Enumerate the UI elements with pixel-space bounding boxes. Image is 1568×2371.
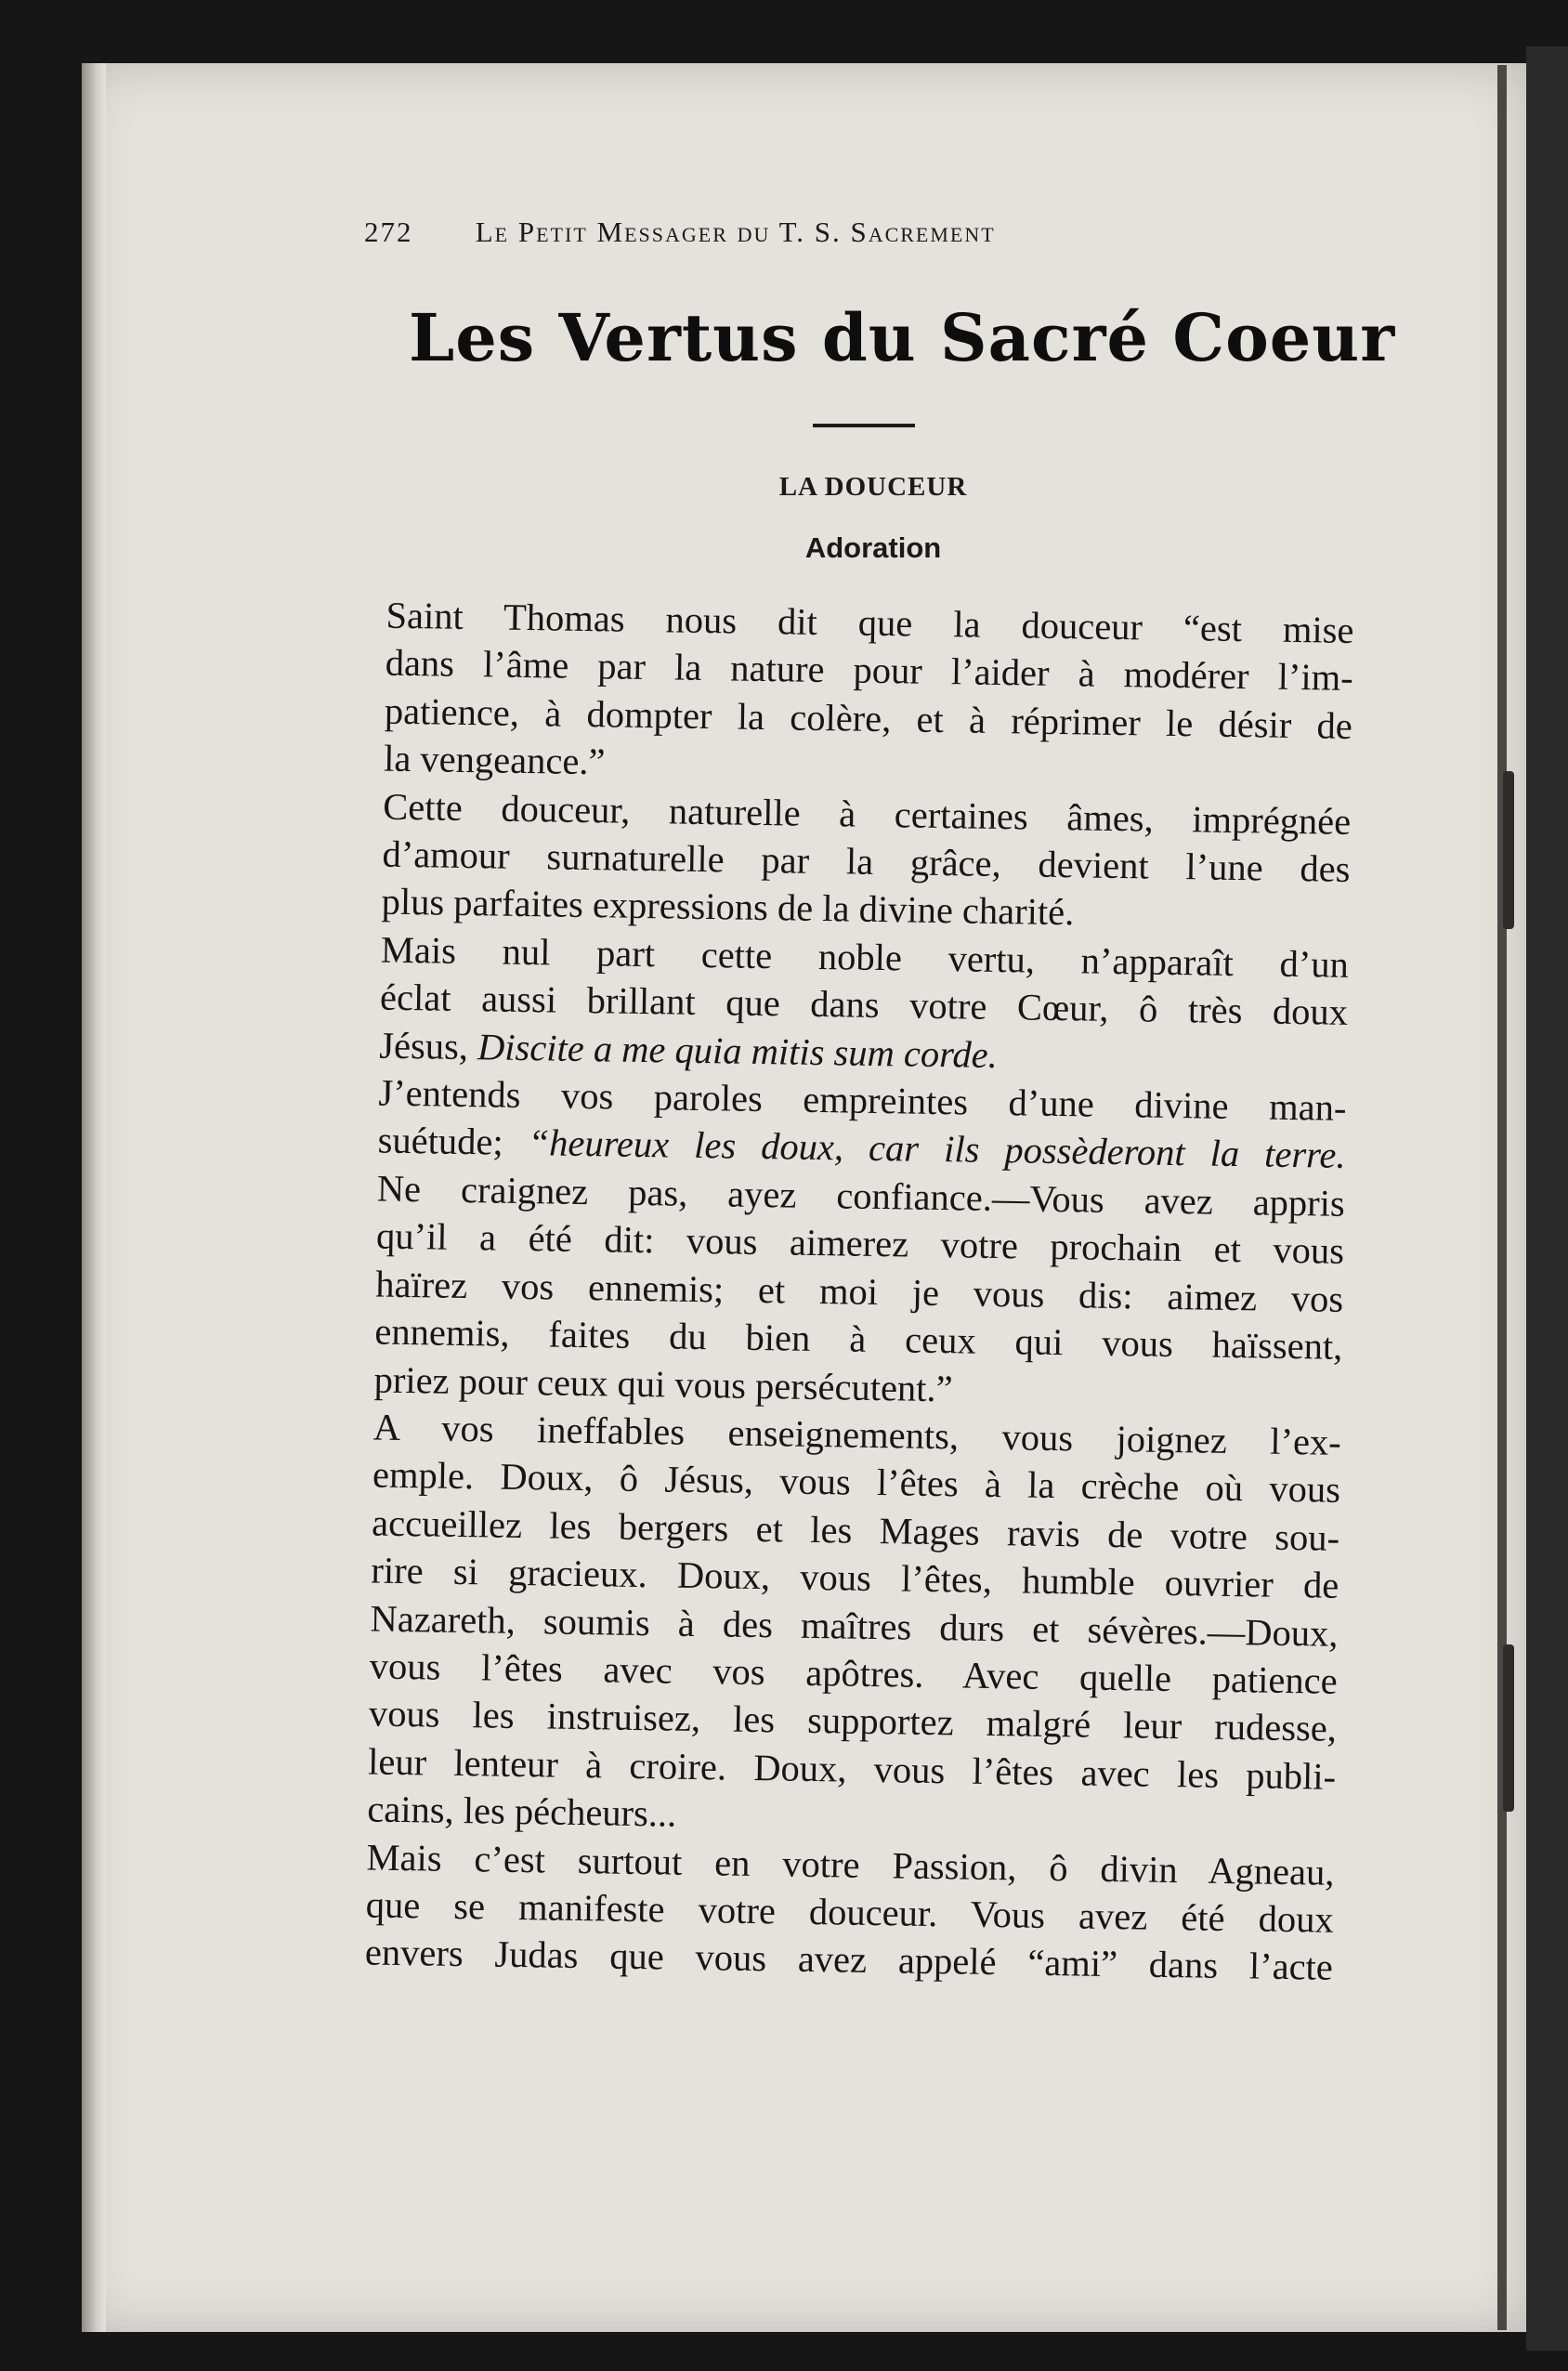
binding-clip-upper xyxy=(1503,771,1514,929)
text-line: que se manifeste votre douceur. Vous avez été doux xyxy=(365,1883,1335,1941)
article-title: Les Vertus du Sacré Coeur xyxy=(409,299,1396,376)
text-line: vous l’êtes avec vos apôtres. Avec quelle patience xyxy=(369,1644,1339,1702)
text-line: J’entends vos paroles empreintes d’une divine man- xyxy=(378,1071,1347,1129)
text-line: haïrez vos ennemis; et moi je vous dis: aimez vos xyxy=(374,1263,1344,1320)
text-line: priez pour ceux qui vous persécutent.” xyxy=(373,1358,953,1409)
title-rule xyxy=(813,424,915,427)
text-line: rire si gracieux. Doux, vous l’êtes, humble ouvrier de xyxy=(371,1549,1339,1606)
binding-spine xyxy=(1497,65,1507,2330)
text-line: éclat aussi brillant que dans votre Cœur, ô très doux xyxy=(379,976,1349,1034)
text-line: A vos ineffables enseignements, vous joignez l’ex- xyxy=(372,1406,1342,1463)
paragraph-3 xyxy=(342,925,1349,1084)
text-line: Cette douceur, naturelle à certaines âmes, imprégnée xyxy=(383,785,1352,843)
page-gutter-shadow xyxy=(82,63,106,2332)
text-line: ennemis, faites du bien à ceux qui vous haïssent, xyxy=(374,1310,1343,1368)
running-header xyxy=(364,216,1219,249)
article-body xyxy=(328,591,1354,1992)
text-line: d’amour surnaturelle par la grâce, devient l’une des xyxy=(382,832,1351,890)
text-line: emple. Doux, ô Jésus, vous l’êtes à la crèche où vous xyxy=(372,1453,1341,1512)
text-line: Saint Thomas nous dit que la douceur “est mise xyxy=(385,594,1354,651)
binding-clip-lower xyxy=(1503,1644,1514,1812)
paragraph-2 xyxy=(344,782,1351,941)
section-heading: LA DOUCEUR xyxy=(778,472,968,502)
beatitude-quote: “heureux les doux, car ils possèderont la terre. xyxy=(528,1121,1346,1177)
paragraph-6 xyxy=(328,1832,1335,1991)
text-line: cains, les pécheurs... xyxy=(367,1788,677,1835)
text-line: accueillez les bergers et les Mages ravis de votre sou- xyxy=(371,1501,1340,1559)
text-line: Mais c’est surtout en votre Passion, ô divin Agneau, xyxy=(366,1836,1335,1893)
text-line: qu’il a été dit: vous aimerez votre prochain et vous xyxy=(375,1214,1345,1273)
adjacent-page-edge xyxy=(1526,46,1568,2351)
paragraph-1 xyxy=(346,591,1354,798)
text-line: la vengeance.” xyxy=(383,737,606,783)
page-number: 272 xyxy=(364,216,413,248)
text-line: leur lenteur à croire. Doux, vous l’êtes avec les publi- xyxy=(367,1740,1337,1798)
text-line: Nazareth, soumis à des maîtres durs et sévères.—Doux, xyxy=(370,1597,1339,1655)
subsection-heading: Adoration xyxy=(804,531,942,564)
latin-quote: Discite a me quia mitis sum corde. xyxy=(477,1025,999,1076)
text-line: plus parfaites expressions de la divine charité. xyxy=(381,881,1075,934)
text-segment: suétude; xyxy=(377,1120,529,1164)
text-line: Mais nul part cette noble vertu, n’apparaît d’un xyxy=(380,928,1350,986)
paragraph-4 xyxy=(336,1068,1347,1419)
text-line: vous les instruisez, les supportez malgré leur rudesse, xyxy=(368,1692,1338,1750)
text-segment: Jésus, xyxy=(378,1024,478,1068)
text-line: envers Judas que vous avez appelé “ami” dans l’acte xyxy=(364,1931,1334,1989)
text-line: patience, à dompter la colère, et à réprimer le désir de xyxy=(384,689,1353,747)
journal-title: Le Petit Messager du T. S. Sacrement xyxy=(475,216,996,248)
paragraph-5 xyxy=(330,1403,1341,1849)
text-line: dans l’âme par la nature pour l’aider à modérer l’im- xyxy=(385,642,1354,700)
text-line: Ne craignez pas, ayez confiance.—Vous avez appris xyxy=(376,1167,1346,1225)
